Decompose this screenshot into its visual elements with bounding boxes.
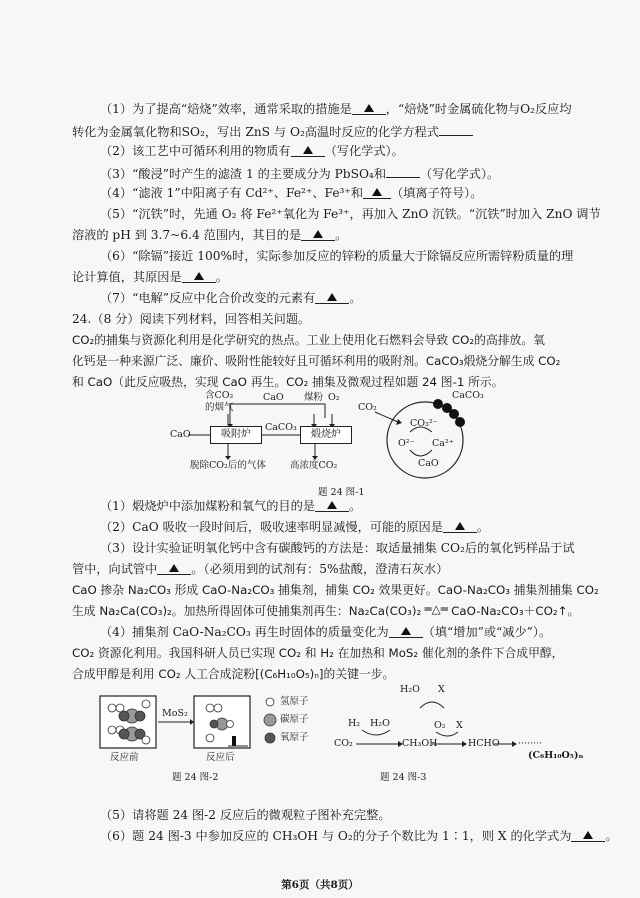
- fig3-h2-label: H₂: [348, 718, 361, 729]
- figure-24-3: [334, 684, 584, 790]
- q24-3-line2: [72, 560, 640, 578]
- adsorber-box: 吸附炉: [210, 426, 262, 444]
- triangle-icon: [455, 522, 465, 530]
- material3-line1: [72, 644, 640, 662]
- answer-blank[interactable]: [157, 560, 191, 575]
- fig3-o2-label: O₂: [434, 720, 446, 731]
- answer-blank[interactable]: [182, 268, 216, 283]
- text: （6）“除镉”接近 100%时，实际参加反应的锌粉的质量大于除镉反应所需锌粉质量的理: [100, 249, 574, 263]
- answer-blank[interactable]: [386, 163, 420, 178]
- answer-blank[interactable]: [363, 184, 391, 199]
- material2-line2: [72, 602, 640, 620]
- q5-line: [100, 205, 640, 223]
- text: （3）“酸浸”时产生的滤渣 1 的主要成分为 PbSO₄和: [100, 167, 387, 181]
- fig3-h2o-a-label: H₂O: [400, 684, 420, 695]
- text: （7）“电解”反应中化合价改变的元素有: [100, 291, 316, 305]
- fig3-arrows: [340, 684, 580, 790]
- text: 论计算值，其原因是: [72, 270, 182, 284]
- material-line3: [72, 373, 640, 391]
- text: 管中，向试管中: [72, 562, 158, 576]
- text: （4）“滤液 1”中阳离子有 Cd²⁺、Fe²⁺、Fe³⁺和: [100, 186, 364, 200]
- smoke-label: [205, 390, 234, 414]
- text: 。: [215, 270, 228, 284]
- triangle-icon: [364, 104, 374, 112]
- calciner-box: 煅烧炉: [300, 426, 352, 444]
- text: CO₂的捕集与资源化利用是化学研究的热点。工业上使用化石燃料会导致 CO₂的高排放。氧: [72, 333, 545, 347]
- triangle-icon: [401, 627, 411, 635]
- triangle-icon: [194, 272, 204, 280]
- text: 。: [335, 228, 348, 242]
- triangle-icon: [313, 230, 323, 238]
- cao-top-label: CaO: [263, 392, 284, 403]
- text: 生成 Na₂Ca(CO₃)₂。加热所得固体可使捕集剂再生：Na₂Ca(CO₃)₂: [72, 604, 422, 618]
- cao-in-label: CaO: [170, 429, 191, 440]
- micro-co2-label: CO₂: [358, 402, 377, 413]
- fig3-co2-label: CO₂: [334, 738, 353, 749]
- triangle-icon: [372, 188, 382, 196]
- catalyst-label: MoS₂: [162, 708, 188, 719]
- triangle-icon: [303, 146, 313, 154]
- text: 和 CaO（此反应吸热，实现 CaO 再生。CO₂ 捕集及微观过程如题 24 图-1 所示。: [72, 375, 504, 389]
- triangle-icon: [169, 564, 179, 572]
- fig3-ch3oh-label: CH₃OH: [402, 738, 438, 749]
- answer-blank[interactable]: [291, 142, 325, 157]
- text: （6）题 24 图-3 中参加反应的 CH₃OH 与 O₂的分子个数比为 1∶1，则 X 的化学式为: [100, 829, 572, 843]
- co3-ion-label: CO₃²⁻: [410, 418, 438, 429]
- text: （1）为了提高“焙烧”效率，通常采取的措施是: [100, 102, 352, 116]
- answer-blank[interactable]: [389, 623, 423, 638]
- fig3-x-a-label: X: [438, 684, 445, 695]
- text: 。（必须用到的试剂有：5%盐酸，澄清石灰水）: [191, 562, 449, 576]
- q5-line2: [72, 226, 640, 244]
- text: CaO-Na₂CO₃＋CO₂↑。: [451, 604, 580, 618]
- material-line2: [72, 352, 640, 370]
- text: 24.（8 分）阅读下列材料，回答相关问题。: [72, 312, 311, 326]
- q7-line: [100, 289, 640, 307]
- text: （写化学式）。: [324, 144, 404, 158]
- q24-2-line: [100, 518, 640, 536]
- text: 。: [476, 520, 490, 534]
- gas-out-label: 脱除CO₂后的气体: [190, 460, 266, 471]
- coal-label: 煤粉: [304, 392, 324, 403]
- text: （填离子符号）。: [391, 186, 483, 200]
- q1-line: [100, 100, 640, 118]
- triangle-icon: [327, 293, 337, 301]
- text: 。: [348, 499, 362, 513]
- fig3-dots: ········: [518, 738, 543, 749]
- answer-blank[interactable]: [301, 226, 335, 241]
- text: （2）CaO 吸收一段时间后，吸收速率明显减慢，可能的原因是: [100, 520, 443, 534]
- co2-out-label: 高浓度CO₂: [290, 460, 338, 471]
- fig3-hcho-label: HCHO: [468, 738, 500, 749]
- o-ion-label: O²⁻: [398, 438, 415, 449]
- material-line1: [72, 331, 640, 349]
- text: （写化学式）。: [420, 167, 500, 181]
- text: ，“焙烧”时金属硫化物与O₂反应均: [385, 102, 572, 116]
- q4-line: [100, 184, 640, 202]
- o2-label: O₂: [328, 392, 340, 403]
- q2-line: [100, 142, 640, 160]
- fig1-caption: 题 24 图-1: [318, 487, 365, 498]
- caco3-mid-label: CaCO₃: [265, 422, 297, 433]
- text: （填“增加”或“减少”）。: [422, 625, 552, 639]
- text: 合成甲醇是利用 CO₂ 人工合成淀粉[(C₆H₁₀O₅)ₙ]的关键一步。: [72, 667, 395, 681]
- cao-circle-label: CaO: [418, 458, 439, 469]
- before-label: 反应前: [110, 752, 139, 763]
- fig3-x-b-label: X: [456, 720, 463, 731]
- text: 含CO₂ 的烟气: [205, 390, 234, 413]
- after-label: 反应后: [206, 752, 235, 763]
- q24-1-line: [100, 497, 640, 515]
- q6-line: [100, 247, 640, 265]
- c-atom-label: 碳原子: [280, 714, 309, 725]
- heat-arrow-icon: ═△═: [424, 602, 448, 616]
- answer-blank[interactable]: [352, 100, 386, 115]
- text: （2）该工艺中可循环利用的物质有: [100, 144, 291, 158]
- ca-ion-label: Ca²⁺: [432, 438, 454, 449]
- q1-line2: [72, 121, 640, 141]
- q24-4-line: [100, 623, 640, 641]
- o-atom-label: 氧原子: [280, 732, 309, 743]
- fig3-caption: 题 24 图-3: [380, 772, 427, 783]
- text: （3）设计实验证明氧化钙中含有碳酸钙的方法是：取适量捕集 CO₂后的氧化钙样品于试: [100, 541, 575, 555]
- material2-line1: [72, 581, 640, 599]
- micro-caco3-label: CaCO₃: [452, 390, 484, 401]
- text: （5）“沉铁”时，先通 O₂ 将 Fe²⁺氧化为 Fe³⁺，再加入 ZnO 沉铁。“沉铁”时加入 ZnO 调节: [100, 207, 601, 221]
- figure-24-1: [170, 392, 490, 480]
- triangle-icon: [327, 501, 337, 509]
- text: 化钙是一种来源广泛、廉价、吸附性能较好且可循环利用的吸附剂。CaCO₃煅烧分解生成 CO₂: [72, 354, 561, 368]
- fig2-caption: 题 24 图-2: [172, 772, 219, 783]
- material3-line2: [72, 665, 640, 683]
- answer-blank[interactable]: [443, 518, 477, 533]
- q6-line2: [72, 268, 640, 286]
- text: CaO 掺杂 Na₂CO₃ 形成 CaO-Na₂CO₃ 捕集剂，捕集 CO₂ 效果更好。CaO-Na₂CO₃ 捕集剂捕集 CO₂: [72, 583, 599, 597]
- text: CO₂ 资源化利用。我国科研人员已实现 CO₂ 和 H₂ 在加热和 MoS₂ 催化剂的条件下合成甲醇，: [72, 646, 564, 660]
- text: 。: [349, 291, 362, 305]
- answer-blank[interactable]: [315, 497, 349, 512]
- triangle-icon: [583, 831, 593, 839]
- q24-3-line: [100, 539, 640, 557]
- answer-blank[interactable]: [571, 827, 605, 842]
- text: （1）煅烧炉中添加煤粉和氧气的目的是: [100, 499, 315, 513]
- answer-blank[interactable]: [315, 289, 349, 304]
- fig3-product-label: (C₆H₁₀O₅)ₙ: [528, 750, 584, 761]
- figure-24-2: [98, 690, 338, 790]
- text: 转化为金属氧化物和SO₂，写出 ZnS 与 O₂高温时反应的化学方程式: [72, 125, 439, 139]
- page-footer: 第6页（共8页）: [281, 879, 359, 891]
- text: （5）请将题 24 图-2 反应后的微观粒子图补充完整。: [100, 808, 391, 822]
- fig3-h2o-b-label: H₂O: [370, 718, 390, 729]
- h-atom-label: 氢原子: [280, 696, 309, 707]
- text: 。: [605, 829, 618, 843]
- q24-title: [72, 310, 640, 328]
- text: 溶液的 pH 到 3.7~6.4 范围内，其目的是: [72, 228, 302, 242]
- text: （4）捕集剂 CaO-Na₂CO₃ 再生时固体的质量变化为: [100, 625, 389, 639]
- answer-blank[interactable]: [439, 121, 473, 136]
- q24-5-line: [100, 806, 640, 824]
- q3-line: [100, 163, 640, 183]
- q24-6-line: [100, 827, 640, 845]
